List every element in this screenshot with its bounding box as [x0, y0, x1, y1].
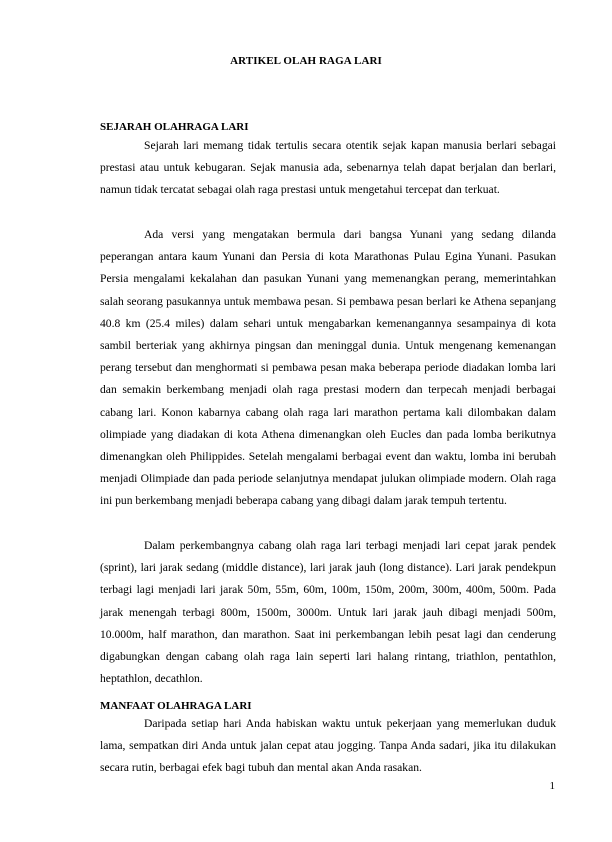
paragraph: Daripada setiap hari Anda habiskan waktu untuk pekerjaan yang memerlukan duduk lama, sempatkan diri Anda untuk jalan cepat atau jogging. Tanpa Anda sadari, jika itu dilakukan secara rutin, berbagai efek bagi tubuh dan mental akan Anda rasakan.: [100, 717, 556, 775]
document-title: ARTIKEL OLAH RAGA LARI: [230, 55, 382, 67]
section-heading-manfaat: MANFAAT OLAHRAGA LARI: [100, 700, 252, 712]
paragraph: Sejarah lari memang tidak tertulis secara otentik sejak kapan manusia berlari sebagai prestasi atau untuk kebugaran. Sejak manusia ada, sebenarnya telah dapat berjalan dan berlari, namun tidak tercatat sebagai olah raga prestasi untuk mengetahui tercepat dan terkuat.: [100, 139, 556, 197]
section-heading-sejarah: SEJARAH OLAHRAGA LARI: [100, 121, 249, 133]
paragraph: Ada versi yang mengatakan bermula dari bangsa Yunani yang sedang dilanda peperangan antara kaum Yunani dan Persia di kota Marathonas Pulau Egina Yunani. Pasukan Persia mengalami kekalahan dan pasukan Yunani yang memenangkan perang, memerintahkan salah seorang pasukannya untuk membawa pesan. Si pembawa pesan berlari ke Athena sepanjang 40.8 km (25.4 miles) dalam sehari untuk mengabarkan kemenangannya sesampainya di kota sambil berteriak yang akhirnya pingsan dan meninggal dunia. Untuk mengenang kemenangan perang tersebut dan menghormati si pembawa pesan maka beberapa periode diadakan lomba lari dan semakin berkembang menjadi olah raga prestasi modern dan terpecah menjadi berbagai cabang lari. Konon kabarnya cabang olah raga lari marathon pertama kali dilombakan dalam olimpiade yang diadakan di kota Athena dimenangkan oleh Eucles dan pada lomba berikutnya dimenangkan oleh Philippides. Setelah mengalami berbagai event dan waktu, lomba ini berubah menjadi Olimpiade dan pada periode selanjutnya mendapat julukan olimpiade modern. Olah raga ini pun berkembang menjadi beberapa cabang yang dibagi dalam jarak tempuh tertentu.: [100, 228, 556, 508]
paragraph: Dalam perkembangnya cabang olah raga lari terbagi menjadi lari cepat jarak pendek (sprint), lari jarak sedang (middle distance), lari jarak jauh (long distance). Lari jarak pendekpun terbagi lagi menjadi lari jarak 50m, 55m, 60m, 100m, 150m, 200m, 300m, 400m, 500m. Pada jarak menengah terbagi 800m, 1500m, 3000m. Untuk lari jarak jauh dibagi menjadi 500m, 10.000m, half marathon, dan marathon. Saat ini perkembangan lebih pesat lagi dan cenderung digabungkan dengan cabang olah raga lain seperti lari halang rintang, triathlon, pentathlon, heptathlon, decathlon.: [100, 539, 556, 686]
page-number: 1: [549, 780, 555, 792]
